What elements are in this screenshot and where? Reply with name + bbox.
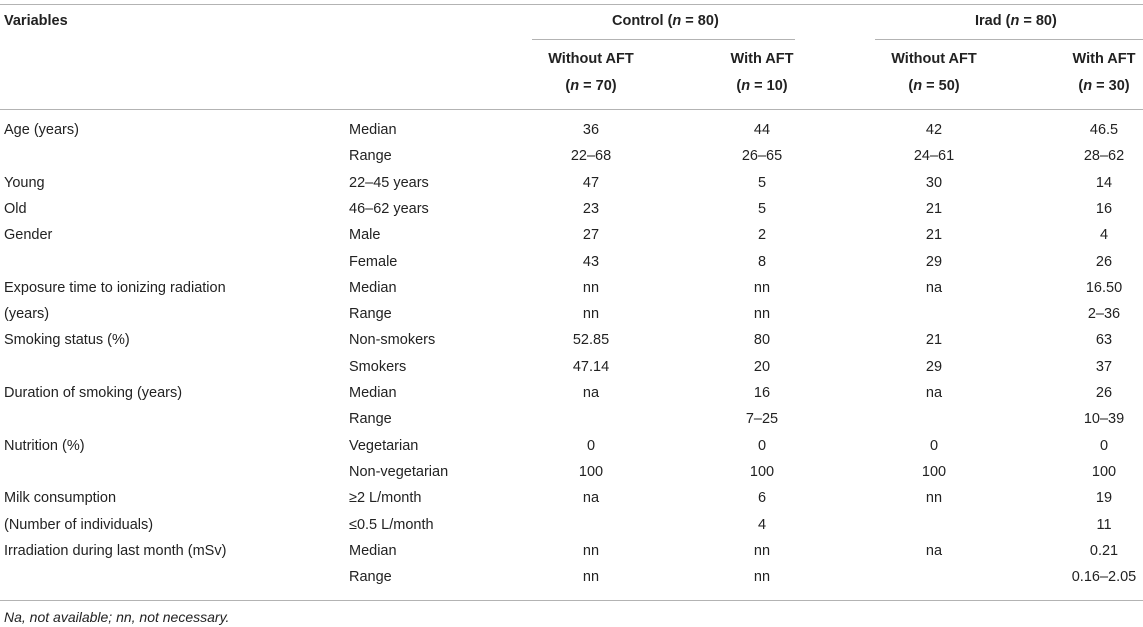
table-cell: 30 bbox=[925, 175, 943, 191]
table-cell: 22–68 bbox=[570, 148, 612, 164]
row-subcategory: Range bbox=[349, 411, 392, 427]
row-subcategory: Vegetarian bbox=[349, 438, 419, 454]
table-cell: 100 bbox=[578, 464, 604, 480]
table-cell: 8 bbox=[757, 254, 767, 270]
row-variable: (Number of individuals) bbox=[4, 517, 154, 533]
row-subcategory: Median bbox=[349, 543, 397, 559]
table-cell: 80 bbox=[753, 332, 771, 348]
header-sub-control-with-aft: With AFT bbox=[730, 51, 794, 67]
row-subcategory: Male bbox=[349, 227, 381, 243]
irad-group-rule bbox=[875, 39, 1143, 40]
table-cell: 26 bbox=[1095, 385, 1113, 401]
table-cell: 28–62 bbox=[1083, 148, 1125, 164]
table-cell: 47.14 bbox=[572, 359, 610, 375]
table-cell: 63 bbox=[1095, 332, 1113, 348]
table-cell: 26–65 bbox=[741, 148, 783, 164]
top-rule bbox=[0, 4, 1143, 5]
row-variable: Smoking status (%) bbox=[4, 332, 130, 348]
table-cell: 4 bbox=[757, 517, 767, 533]
header-variables: Variables bbox=[4, 13, 68, 29]
table-cell: 14 bbox=[1095, 175, 1113, 191]
table-cell: 0 bbox=[1099, 438, 1109, 454]
table-cell: 46.5 bbox=[1089, 122, 1119, 138]
table-cell: 0 bbox=[586, 438, 596, 454]
table-cell: 47 bbox=[582, 175, 600, 191]
row-variable: Nutrition (%) bbox=[4, 438, 85, 454]
table-cell: 16 bbox=[753, 385, 771, 401]
table-cell: 27 bbox=[582, 227, 600, 243]
control-group-rule bbox=[532, 39, 795, 40]
row-subcategory: Median bbox=[349, 385, 397, 401]
table-cell: nn bbox=[753, 280, 771, 296]
row-variable: (years) bbox=[4, 306, 50, 322]
table-cell: 2 bbox=[757, 227, 767, 243]
table-cell: 52.85 bbox=[572, 332, 610, 348]
header-sub-control-without-aft-n: (n = 70) bbox=[565, 78, 617, 94]
row-subcategory: Non-vegetarian bbox=[349, 464, 449, 480]
header-sub-control-without-aft: Without AFT bbox=[548, 51, 634, 67]
row-subcategory: Smokers bbox=[349, 359, 407, 375]
table-cell: nn bbox=[925, 490, 943, 506]
table-cell: nn bbox=[582, 569, 600, 585]
table-cell: 100 bbox=[749, 464, 775, 480]
header-group-irad: Irad (n = 80) bbox=[975, 13, 1057, 29]
header-bottom-rule bbox=[0, 109, 1143, 110]
header-sub-irad-with-aft: With AFT bbox=[1072, 51, 1136, 67]
table-cell: 21 bbox=[925, 227, 943, 243]
table-cell: 0 bbox=[929, 438, 939, 454]
table-cell: 0.16–2.05 bbox=[1071, 569, 1137, 585]
table-cell: 0.21 bbox=[1089, 543, 1119, 559]
table-cell: 26 bbox=[1095, 254, 1113, 270]
table-cell: 10–39 bbox=[1083, 411, 1125, 427]
table-bottom-rule bbox=[0, 600, 1143, 601]
table-footnote: Na, not available; nn, not necessary. bbox=[4, 609, 230, 625]
table-cell: 5 bbox=[757, 201, 767, 217]
table-cell: nn bbox=[753, 569, 771, 585]
row-variable: Age (years) bbox=[4, 122, 79, 138]
table-cell: 21 bbox=[925, 201, 943, 217]
table-cell: na bbox=[582, 490, 600, 506]
table-cell: na bbox=[925, 280, 943, 296]
table-cell: 19 bbox=[1095, 490, 1113, 506]
table-cell: nn bbox=[753, 306, 771, 322]
table-cell: 21 bbox=[925, 332, 943, 348]
table-cell: nn bbox=[582, 280, 600, 296]
table-cell: na bbox=[925, 543, 943, 559]
table-cell: 100 bbox=[921, 464, 947, 480]
table-cell: 23 bbox=[582, 201, 600, 217]
row-subcategory: Range bbox=[349, 148, 392, 164]
row-subcategory: Median bbox=[349, 122, 397, 138]
table-cell: 6 bbox=[757, 490, 767, 506]
row-subcategory: Range bbox=[349, 306, 392, 322]
row-subcategory: 46–62 years bbox=[349, 201, 429, 217]
table-cell: 44 bbox=[753, 122, 771, 138]
header-group-control: Control (n = 80) bbox=[612, 13, 719, 29]
row-variable: Gender bbox=[4, 227, 53, 243]
table-cell: 4 bbox=[1099, 227, 1109, 243]
table-cell: 29 bbox=[925, 359, 943, 375]
table-cell: 16.50 bbox=[1085, 280, 1123, 296]
header-sub-irad-without-aft: Without AFT bbox=[891, 51, 977, 67]
header-sub-control-with-aft-n: (n = 10) bbox=[736, 78, 788, 94]
table-cell: 16 bbox=[1095, 201, 1113, 217]
row-variable: Young bbox=[4, 175, 45, 191]
row-variable: Irradiation during last month (mSv) bbox=[4, 543, 227, 559]
table-cell: 42 bbox=[925, 122, 943, 138]
row-subcategory: ≥2 L/month bbox=[349, 490, 422, 506]
row-variable: Duration of smoking (years) bbox=[4, 385, 183, 401]
table-cell: 2–36 bbox=[1087, 306, 1121, 322]
table-cell: 20 bbox=[753, 359, 771, 375]
table-cell: 29 bbox=[925, 254, 943, 270]
table-cell: 24–61 bbox=[913, 148, 955, 164]
header-sub-irad-with-aft-n: (n = 30) bbox=[1078, 78, 1130, 94]
row-subcategory: Range bbox=[349, 569, 392, 585]
row-subcategory: Non-smokers bbox=[349, 332, 436, 348]
table-cell: na bbox=[925, 385, 943, 401]
table-cell: 7–25 bbox=[745, 411, 779, 427]
row-subcategory: ≤0.5 L/month bbox=[349, 517, 434, 533]
header-sub-irad-without-aft-n: (n = 50) bbox=[908, 78, 960, 94]
row-subcategory: Female bbox=[349, 254, 398, 270]
table-cell: nn bbox=[753, 543, 771, 559]
table-cell: 11 bbox=[1096, 517, 1112, 533]
table-cell: 43 bbox=[582, 254, 600, 270]
table-cell: nn bbox=[582, 306, 600, 322]
table-cell: 37 bbox=[1095, 359, 1113, 375]
table-cell: 0 bbox=[757, 438, 767, 454]
row-subcategory: 22–45 years bbox=[349, 175, 429, 191]
row-variable: Milk consumption bbox=[4, 490, 117, 506]
table-cell: 5 bbox=[757, 175, 767, 191]
row-subcategory: Median bbox=[349, 280, 397, 296]
row-variable: Exposure time to ionizing radiation bbox=[4, 280, 226, 296]
table-cell: na bbox=[582, 385, 600, 401]
table-cell: 36 bbox=[582, 122, 600, 138]
table-cell: 100 bbox=[1091, 464, 1117, 480]
table-cell: nn bbox=[582, 543, 600, 559]
row-variable: Old bbox=[4, 201, 27, 217]
